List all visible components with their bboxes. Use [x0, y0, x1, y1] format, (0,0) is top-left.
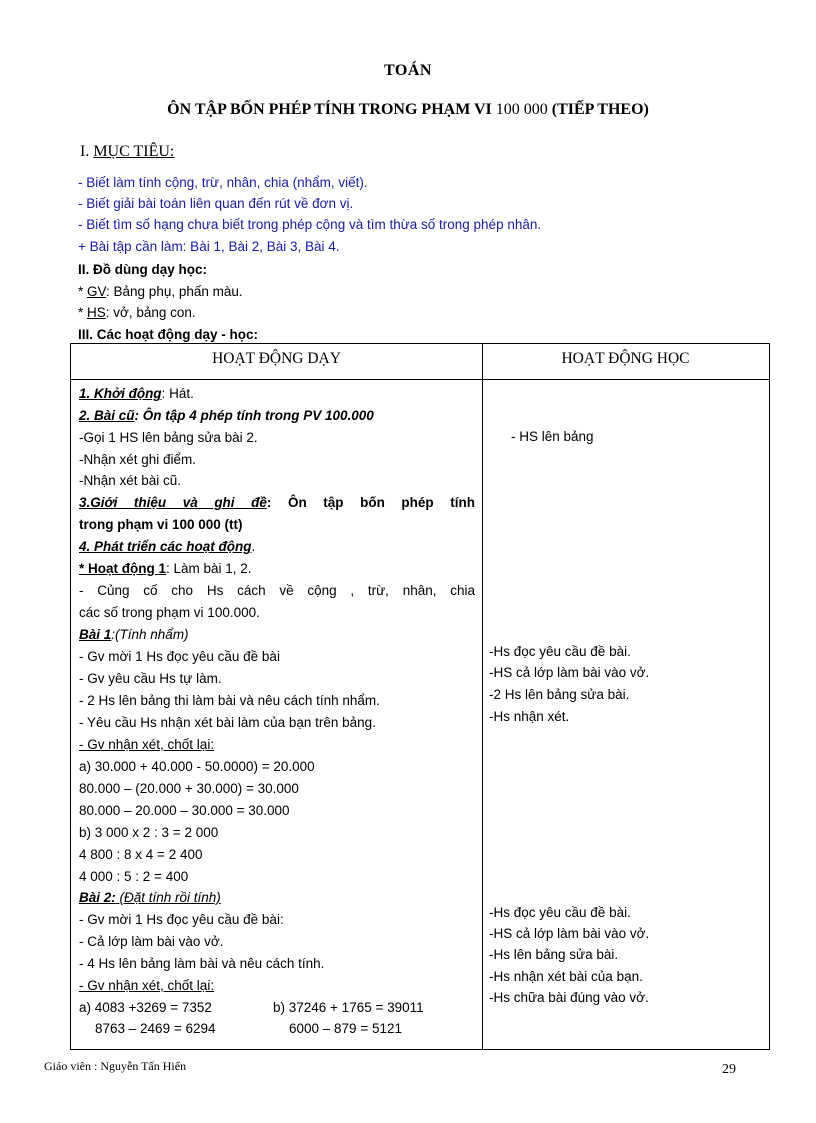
step-review	[79, 408, 374, 423]
subject-title: TOÁN	[384, 62, 432, 79]
learn-line: - HS lên bảng	[511, 429, 594, 444]
materials-student: * HS: vở, bảng con.	[78, 305, 196, 320]
section-objectives-heading	[80, 143, 174, 161]
learn-line: -HS cả lớp làm bài vào vở.	[489, 665, 650, 680]
learn-line: -Hs nhận xét bài của bạn.	[489, 969, 643, 984]
calc-line: 6000 – 879 = 5121	[289, 1021, 402, 1036]
exercise-sub: :(Tính nhẩm)	[111, 627, 189, 642]
calc-line: 80.000 – 20.000 – 30.000 = 30.000	[79, 803, 290, 818]
footer-teacher: Giáo viên : Nguyễn Tấn Hiến	[44, 1059, 187, 1073]
activity-title: * Hoạt động 1	[79, 561, 166, 576]
step-warmup	[79, 386, 194, 401]
section-number: I.	[80, 143, 90, 160]
step-text: : Ôn tập bốn phép tính	[266, 495, 475, 510]
teach-line: - 4 Hs lên bảng làm bài và nêu cách tính.	[79, 956, 325, 971]
teach-line: - Gv nhận xét, chốt lại:	[79, 978, 215, 993]
teacher-materials: : Bảng phụ, phấn màu.	[106, 284, 243, 299]
objective-item: - Biết làm tính cộng, trừ, nhân, chia (nhẩm, viết).	[78, 175, 368, 190]
teach-line: - Gv mời 1 Hs đọc yêu cầu đề bài:	[79, 912, 284, 927]
teach-line: - Củng cố cho Hs cách về cộng , trừ, nhân, chia	[79, 583, 475, 598]
exercise-1	[79, 627, 189, 642]
calc-line: b) 3 000 x 2 : 3 = 2 000	[79, 825, 219, 840]
teach-line: - Gv yêu cầu Hs tự làm.	[79, 671, 222, 686]
exercise-sub: (Đặt tính rồi tính)	[115, 890, 221, 905]
exercise-title: Bài 2:	[79, 890, 116, 905]
step-intro	[79, 495, 475, 510]
objective-item: - Biết tìm số hạng chưa biết trong phép cộng và tìm thừa số trong phép nhân.	[78, 217, 542, 232]
calc-line: a) 4083 +3269 = 7352	[79, 1000, 212, 1015]
step-text: : Ôn tập 4 phép tính trong PV 100.000	[134, 408, 374, 423]
teach-line: - Cả lớp làm bài vào vở.	[79, 934, 224, 949]
exercise-title: Bài 1	[79, 627, 112, 642]
page-number: 29	[722, 1062, 736, 1077]
calc-line: 4 800 : 8 x 4 = 2 400	[79, 847, 203, 862]
teach-line: - Gv nhận xét, chốt lại:	[79, 737, 215, 752]
objective-item: - Biết giải bài toán liên quan đến rút về đơn vị.	[78, 196, 354, 211]
teach-line: - Gv mời 1 Hs đọc yêu cầu đề bài	[79, 649, 280, 664]
calc-line: b) 37246 + 1765 = 39011	[273, 1000, 424, 1015]
table-divider	[482, 344, 483, 1049]
learn-line: -Hs nhận xét.	[489, 709, 570, 724]
step-text: : Hát.	[161, 386, 194, 401]
teach-line: -Gọi 1 HS lên bảng sửa bài 2.	[79, 430, 258, 445]
teach-line: -Nhận xét ghi điểm.	[79, 452, 197, 467]
step-title: 3.Giới thiệu và ghi đề	[79, 495, 267, 510]
learn-line: -Hs đọc yêu cầu đề bài.	[489, 905, 631, 920]
step-title: 1. Khởi động	[79, 386, 162, 401]
teach-line: - Yêu cầu Hs nhận xét bài làm của bạn trên bảng.	[79, 715, 376, 730]
lesson-suffix: (TIẾP THEO)	[551, 101, 649, 118]
table-header-divider	[71, 379, 769, 380]
materials-heading: II. Đồ dùng dạy học:	[78, 262, 207, 277]
activities-heading: III. Các hoạt động dạy - học:	[78, 327, 259, 342]
teach-line: - 2 Hs lên bảng thi làm bài và nêu cách tính nhẩm.	[79, 693, 380, 708]
activity-1	[79, 561, 252, 576]
teacher-label: GV	[87, 284, 107, 299]
materials-teacher: * GV: Bảng phụ, phấn màu.	[78, 284, 243, 299]
column-header-teaching: HOẠT ĐỘNG DẠY	[212, 350, 341, 367]
column-header-learning: HOẠT ĐỘNG HỌC	[561, 350, 690, 367]
activity-text: : Làm bài 1, 2.	[166, 561, 252, 576]
step-title: 2. Bài cũ	[79, 408, 135, 423]
lesson-range: 100 000	[495, 101, 548, 118]
calc-line: 4 000 : 5 : 2 = 400	[79, 869, 189, 884]
lesson-title	[0, 101, 816, 119]
student-label: HS	[87, 305, 106, 320]
activities-table	[70, 343, 770, 1050]
step-develop: 4. Phát triển các hoạt động.	[79, 539, 256, 554]
calc-line: 80.000 – (20.000 + 30.000) = 30.000	[79, 781, 299, 796]
objective-item: + Bài tập cần làm: Bài 1, Bài 2, Bài 3, Bài 4.	[78, 239, 340, 254]
calc-line: a) 30.000 + 40.000 - 50.0000) = 20.000	[79, 759, 315, 774]
learn-line: -2 Hs lên bảng sửa bài.	[489, 687, 630, 702]
student-materials: : vở, bảng con.	[105, 305, 196, 320]
section-title: MỤC TIÊU:	[93, 143, 175, 160]
step-intro-cont: trong phạm vi 100 000 (tt)	[79, 517, 243, 532]
teach-line: -Nhận xét bài cũ.	[79, 473, 182, 488]
learn-line: -Hs chữa bài đúng vào vở.	[489, 990, 649, 1005]
calc-line: 8763 – 2469 = 6294	[95, 1021, 216, 1036]
learn-line: -Hs lên bảng sửa bài.	[489, 947, 619, 962]
learn-line: -HS cả lớp làm bài vào vở.	[489, 926, 650, 941]
teach-line: các số trong phạm vi 100.000.	[79, 605, 260, 620]
lesson-title-text: ÔN TẬP BỐN PHÉP TÍNH TRONG PHẠM VI	[167, 101, 492, 118]
exercise-2	[79, 890, 221, 905]
learn-line: -Hs đọc yêu cầu đề bài.	[489, 644, 631, 659]
step-title: 4. Phát triển các hoạt động	[79, 539, 252, 554]
